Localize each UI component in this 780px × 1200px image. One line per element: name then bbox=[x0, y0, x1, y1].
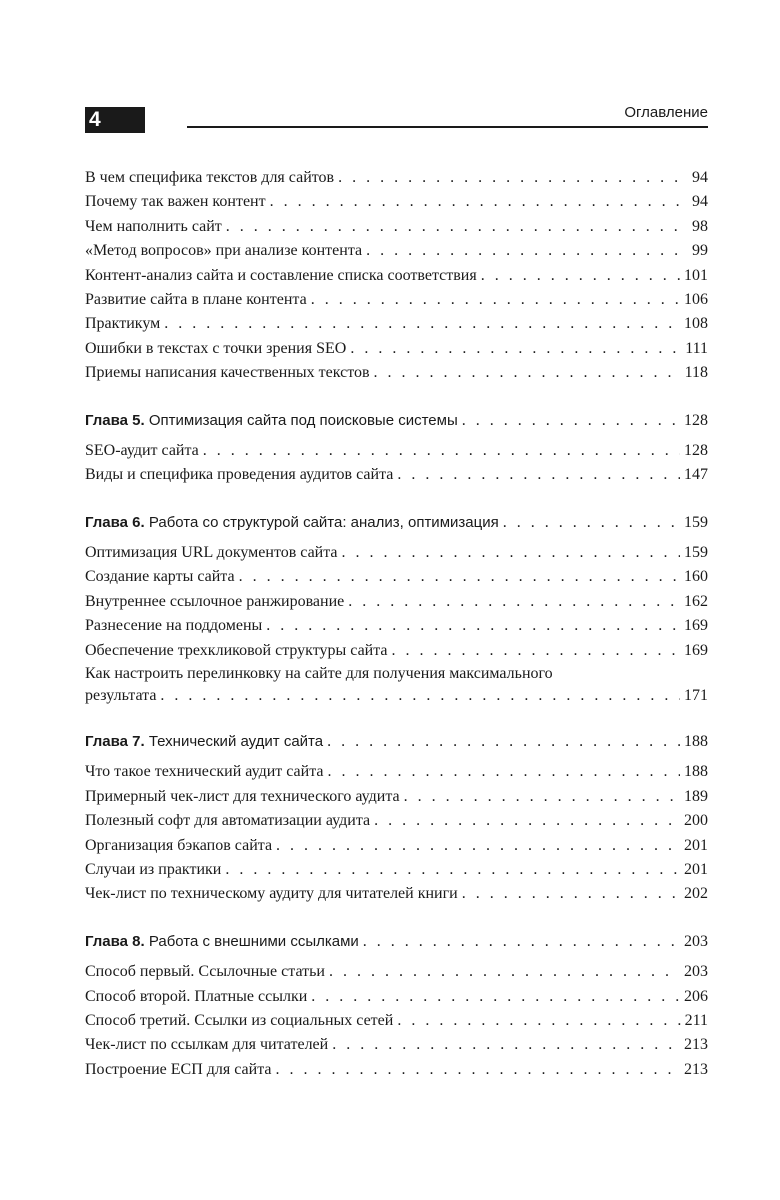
page-ref: 189 bbox=[684, 787, 708, 805]
page-ref: 94 bbox=[692, 193, 708, 211]
page-ref: 200 bbox=[684, 812, 708, 830]
entry-title: Способ первый. Ссылочные статьи bbox=[85, 963, 325, 981]
toc-chapter-entry[interactable] bbox=[85, 409, 708, 433]
toc-entry[interactable] bbox=[85, 639, 708, 663]
dot-leader bbox=[203, 439, 680, 463]
toc-entry[interactable] bbox=[85, 439, 708, 463]
toc-entry[interactable] bbox=[85, 882, 708, 906]
page-ref: 99 bbox=[692, 242, 708, 260]
entry-title: Развитие сайта в плане контента bbox=[85, 290, 307, 308]
entry-title: Организация бэкапов сайта bbox=[85, 836, 273, 854]
page-ref: 171 bbox=[684, 687, 708, 705]
chapter-number: Глава 8. bbox=[85, 932, 145, 950]
toc-entry[interactable] bbox=[85, 166, 708, 190]
toc-entry[interactable] bbox=[85, 361, 708, 385]
entry-title: Приемы написания качественных текстов bbox=[85, 364, 370, 382]
page-ref: 94 bbox=[692, 169, 708, 186]
page-ref: 201 bbox=[684, 836, 708, 854]
chapter-title bbox=[85, 409, 458, 433]
toc-entry[interactable] bbox=[85, 1009, 708, 1033]
toc-chapter-entry[interactable] bbox=[85, 730, 708, 754]
page-ref: 147 bbox=[684, 466, 708, 484]
dot-leader bbox=[160, 685, 680, 707]
page-ref: 203 bbox=[684, 963, 708, 981]
entry-title: В чем специфика текстов для сайтов bbox=[85, 169, 335, 186]
chapter-name: Работа с внешними ссылками bbox=[148, 932, 359, 950]
toc-entry[interactable] bbox=[85, 1058, 708, 1082]
toc-entry[interactable] bbox=[85, 288, 708, 312]
entry-title: Почему так важен контент bbox=[85, 193, 266, 211]
page-ref: 108 bbox=[684, 315, 708, 333]
page-ref: 213 bbox=[684, 1036, 708, 1054]
dot-leader bbox=[311, 985, 680, 1009]
chapter-name: Работа со структурой сайта: анализ, оптимизация bbox=[148, 513, 499, 531]
page-ref: 128 bbox=[684, 411, 708, 429]
dot-leader bbox=[311, 288, 680, 312]
dot-leader bbox=[226, 215, 688, 239]
chapter-title bbox=[85, 930, 359, 954]
dot-leader bbox=[397, 463, 680, 487]
toc-entry[interactable] bbox=[85, 858, 708, 882]
toc-chapter-entry[interactable] bbox=[85, 511, 708, 535]
page-ref: 188 bbox=[684, 763, 708, 781]
dot-leader bbox=[276, 834, 680, 858]
dot-leader bbox=[338, 166, 688, 190]
dot-leader bbox=[329, 960, 680, 984]
dot-leader bbox=[239, 565, 680, 589]
page-ref: 111 bbox=[685, 339, 708, 357]
chapter-number: Глава 5. bbox=[85, 411, 145, 429]
table-of-contents bbox=[85, 166, 708, 1082]
entry-title: «Метод вопросов» при анализе контента bbox=[85, 242, 363, 260]
entry-title: Случаи из практики bbox=[85, 860, 222, 878]
page-ref: 203 bbox=[684, 932, 708, 950]
page-ref: 106 bbox=[684, 290, 708, 308]
header-rule bbox=[187, 126, 708, 128]
entry-title: Обеспечение трехкликовой структуры сайта bbox=[85, 641, 388, 659]
entry-title: Чек-лист по техническому аудиту для читателей книги bbox=[85, 885, 458, 903]
page-ref: 169 bbox=[684, 617, 708, 635]
toc-entry[interactable] bbox=[85, 1033, 708, 1057]
dot-leader bbox=[348, 590, 680, 614]
toc-entry[interactable] bbox=[85, 565, 708, 589]
dot-leader bbox=[350, 337, 681, 361]
entry-title: Как настроить перелинковку на сайте для получения максимального bbox=[85, 665, 553, 683]
entry-title: Чек-лист по ссылкам для читателей bbox=[85, 1036, 329, 1054]
dot-leader bbox=[404, 785, 680, 809]
running-title: Оглавление bbox=[624, 104, 708, 121]
entry-title: Внутреннее ссылочное ранжирование bbox=[85, 592, 345, 610]
toc-entry[interactable] bbox=[85, 809, 708, 833]
page-ref: 159 bbox=[684, 513, 708, 531]
toc-entry[interactable] bbox=[85, 337, 708, 361]
page-ref: 201 bbox=[684, 860, 708, 878]
entry-title: Контент-анализ сайта и составление списка соответствия bbox=[85, 266, 477, 284]
entry-title-continued bbox=[85, 685, 708, 707]
entry-title: Практикум bbox=[85, 315, 161, 333]
toc-entry[interactable] bbox=[85, 190, 708, 214]
dot-leader bbox=[366, 239, 688, 263]
toc-entry[interactable] bbox=[85, 663, 708, 707]
dot-leader bbox=[481, 264, 680, 288]
entry-title: Создание карты сайта bbox=[85, 568, 235, 586]
page-ref: 162 bbox=[684, 592, 708, 610]
entry-title: Способ второй. Платные ссылки bbox=[85, 987, 308, 1005]
dot-leader bbox=[328, 760, 680, 784]
toc-entry[interactable] bbox=[85, 541, 708, 565]
page-ref: 213 bbox=[684, 1060, 708, 1078]
page-ref: 101 bbox=[684, 266, 708, 284]
dot-leader bbox=[503, 511, 680, 535]
page-ref: 211 bbox=[684, 1011, 708, 1029]
page-ref: 206 bbox=[684, 987, 708, 1005]
entry-title: Что такое технический аудит сайта bbox=[85, 763, 324, 781]
toc-entry[interactable] bbox=[85, 239, 708, 263]
page-ref: 202 bbox=[684, 885, 708, 903]
dot-leader bbox=[225, 858, 680, 882]
page-ref: 118 bbox=[684, 364, 708, 382]
page-ref: 160 bbox=[684, 568, 708, 586]
toc-entry[interactable] bbox=[85, 215, 708, 239]
entry-title: SEO-аудит сайта bbox=[85, 441, 199, 459]
dot-leader bbox=[397, 1009, 680, 1033]
page-ref: 159 bbox=[684, 544, 708, 562]
dot-leader bbox=[462, 409, 680, 433]
entry-title: Примерный чек-лист для технического аудита bbox=[85, 787, 400, 805]
page-ref: 188 bbox=[684, 733, 708, 751]
dot-leader bbox=[276, 1058, 681, 1082]
toc-entry[interactable] bbox=[85, 590, 708, 614]
chapter-number: Глава 6. bbox=[85, 513, 145, 531]
dot-leader bbox=[270, 190, 688, 214]
entry-title-cont: результата bbox=[85, 687, 157, 705]
toc-entry[interactable] bbox=[85, 463, 708, 487]
entry-title: Полезный софт для автоматизации аудита bbox=[85, 812, 371, 830]
toc-entry[interactable] bbox=[85, 614, 708, 638]
entry-title: Ошибки в текстах с точки зрения SEO bbox=[85, 339, 347, 357]
entry-title: Разнесение на поддомены bbox=[85, 617, 263, 635]
dot-leader bbox=[332, 1033, 680, 1057]
dot-leader bbox=[462, 882, 680, 906]
toc-entry[interactable] bbox=[85, 985, 708, 1009]
toc-entry[interactable] bbox=[85, 312, 708, 336]
page-ref: 169 bbox=[684, 641, 708, 659]
dot-leader bbox=[327, 730, 680, 754]
chapter-title bbox=[85, 511, 499, 535]
entry-title: Построение ЕСП для сайта bbox=[85, 1060, 272, 1078]
toc-entry[interactable] bbox=[85, 960, 708, 984]
dot-leader bbox=[266, 614, 680, 638]
chapter-name: Технический аудит сайта bbox=[148, 733, 324, 751]
page-ref: 98 bbox=[692, 217, 708, 235]
chapter-name: Оптимизация сайта под поисковые системы bbox=[148, 411, 458, 429]
entry-title: Виды и специфика проведения аудитов сайта bbox=[85, 466, 394, 484]
entry-title: Чем наполнить сайт bbox=[85, 217, 222, 235]
dot-leader bbox=[374, 809, 680, 833]
page-ref: 128 bbox=[684, 441, 708, 459]
toc-chapter-entry[interactable] bbox=[85, 930, 708, 954]
chapter-number: Глава 7. bbox=[85, 733, 145, 751]
entry-title: Способ третий. Ссылки из социальных сетей bbox=[85, 1011, 394, 1029]
dot-leader bbox=[392, 639, 680, 663]
dot-leader bbox=[374, 361, 681, 385]
toc-entry[interactable] bbox=[85, 760, 708, 784]
dot-leader bbox=[363, 930, 680, 954]
chapter-title bbox=[85, 730, 323, 754]
toc-entry[interactable] bbox=[85, 785, 708, 809]
page-number: 4 bbox=[85, 107, 145, 133]
toc-entry[interactable] bbox=[85, 834, 708, 858]
toc-entry[interactable] bbox=[85, 264, 708, 288]
dot-leader bbox=[164, 312, 680, 336]
dot-leader bbox=[342, 541, 680, 565]
entry-title: Оптимизация URL документов сайта bbox=[85, 544, 338, 562]
